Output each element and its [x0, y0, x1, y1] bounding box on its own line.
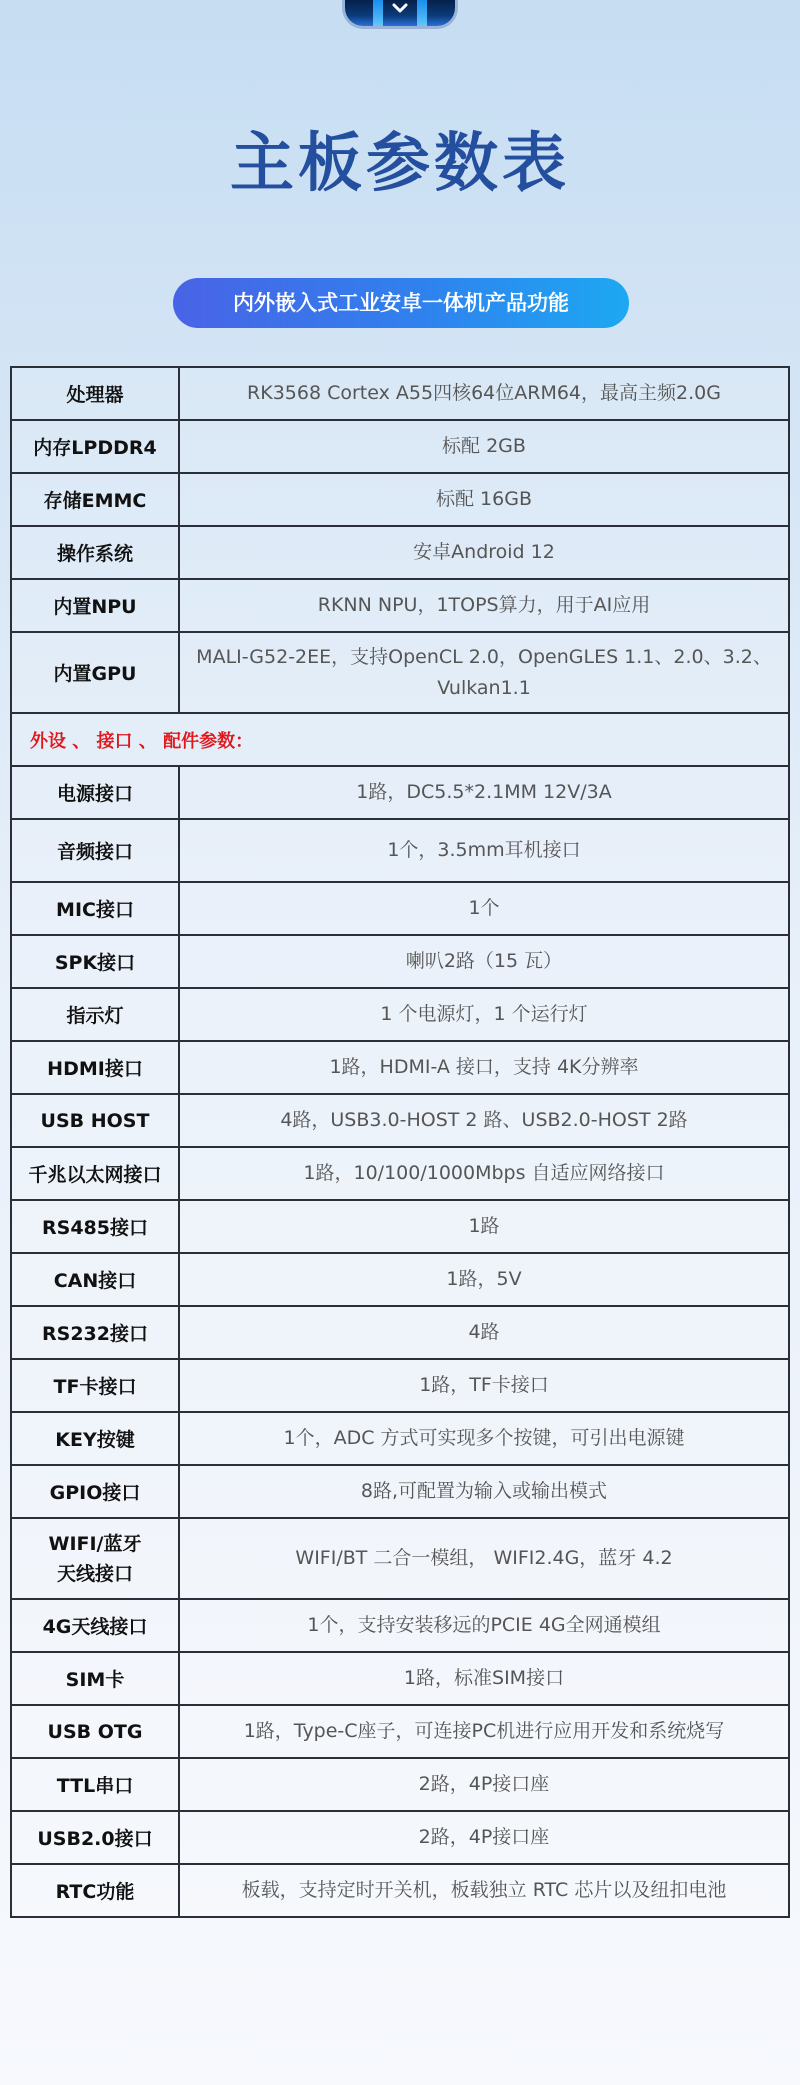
row-value: 8路,可配置为输入或输出模式	[179, 1465, 789, 1518]
table-row	[11, 1359, 789, 1412]
row-label: 操作系统	[11, 526, 179, 579]
row-value: 1路，标准SIM接口	[179, 1652, 789, 1705]
row-label: GPIO接口	[11, 1465, 179, 1518]
row-label: CAN接口	[11, 1253, 179, 1306]
row-value: 4路，USB3.0-HOST 2 路、USB2.0-HOST 2路	[179, 1094, 789, 1147]
row-value: 1个，支持安装移远的PCIE 4G全网通模组	[179, 1599, 789, 1652]
table-row	[11, 1518, 789, 1599]
row-value: 喇叭2路（15 瓦）	[179, 935, 789, 988]
row-label: KEY按键	[11, 1412, 179, 1465]
row-value: 2路，4P接口座	[179, 1758, 789, 1811]
tab-glow-left	[373, 0, 383, 26]
row-label: RTC功能	[11, 1864, 179, 1917]
section-heading: 外设 、 接口 、 配件参数：	[11, 713, 789, 766]
table-row	[11, 1094, 789, 1147]
row-label: MIC接口	[11, 882, 179, 935]
row-value: 2路，4P接口座	[179, 1811, 789, 1864]
row-label: 存储EMMC	[11, 473, 179, 526]
table-row	[11, 1599, 789, 1652]
row-value: 1个，3.5mm耳机接口	[179, 819, 789, 882]
spec-table	[10, 366, 790, 1918]
row-value: 1路，DC5.5*2.1MM 12V/3A	[179, 766, 789, 819]
row-value: 1个	[179, 882, 789, 935]
table-row	[11, 632, 789, 713]
row-label: TTL串口	[11, 1758, 179, 1811]
row-label: SPK接口	[11, 935, 179, 988]
row-label: 千兆以太网接口	[11, 1147, 179, 1200]
row-label: TF卡接口	[11, 1359, 179, 1412]
row-label: RS485接口	[11, 1200, 179, 1253]
row-value: 1个，ADC 方式可实现多个按键，可引出电源键	[179, 1412, 789, 1465]
table-row	[11, 766, 789, 819]
table-row	[11, 882, 789, 935]
page-title: 主板参数表	[230, 127, 570, 201]
table-row	[11, 1147, 789, 1200]
row-value: 1路，10/100/1000Mbps 自适应网络接口	[179, 1147, 789, 1200]
table-row	[11, 579, 789, 632]
table-row	[11, 1864, 789, 1917]
table-row	[11, 1465, 789, 1518]
row-label: SIM卡	[11, 1652, 179, 1705]
row-label: 指示灯	[11, 988, 179, 1041]
subtitle-badge: 内外嵌入式工业安卓一体机产品功能	[173, 278, 629, 328]
table-row	[11, 1253, 789, 1306]
row-value: 1路，HDMI-A 接口，支持 4K分辨率	[179, 1041, 789, 1094]
table-row	[11, 526, 789, 579]
row-label	[11, 1518, 179, 1599]
table-row	[11, 367, 789, 420]
row-label: 4G天线接口	[11, 1599, 179, 1652]
tab-glow-right	[417, 0, 427, 26]
table-row	[11, 473, 789, 526]
section-heading-row	[11, 713, 789, 766]
row-value: 1路	[179, 1200, 789, 1253]
row-label-line: WIFI/蓝牙	[48, 1532, 142, 1555]
row-label: 音频接口	[11, 819, 179, 882]
row-value: 1路，5V	[179, 1253, 789, 1306]
row-value: 安卓Android 12	[179, 526, 789, 579]
row-label-line: 天线接口	[56, 1562, 133, 1585]
chevron-down-icon	[391, 0, 409, 18]
row-label: 处理器	[11, 367, 179, 420]
row-label: USB2.0接口	[11, 1811, 179, 1864]
row-label: HDMI接口	[11, 1041, 179, 1094]
row-value: MALI-G52-2EE，支持OpenCL 2.0，OpenGLES 1.1、2.0、3.2、Vulkan1.1	[179, 632, 789, 713]
table-row	[11, 1412, 789, 1465]
row-value: 板载，支持定时开关机，板载独立 RTC 芯片以及纽扣电池	[179, 1864, 789, 1917]
table-row	[11, 1705, 789, 1758]
table-row	[11, 935, 789, 988]
row-label: USB HOST	[11, 1094, 179, 1147]
table-row	[11, 988, 789, 1041]
row-label: USB OTG	[11, 1705, 179, 1758]
row-label: 内置NPU	[11, 579, 179, 632]
table-row	[11, 1652, 789, 1705]
row-value: 标配 2GB	[179, 420, 789, 473]
table-row	[11, 420, 789, 473]
row-value: 1路，TF卡接口	[179, 1359, 789, 1412]
row-value: 1 个电源灯，1 个运行灯	[179, 988, 789, 1041]
table-row	[11, 1041, 789, 1094]
row-label: 内存LPDDR4	[11, 420, 179, 473]
row-value: WIFI/BT 二合一模组， WIFI2.4G，蓝牙 4.2	[179, 1518, 789, 1599]
top-tab	[345, 0, 455, 26]
table-row	[11, 1758, 789, 1811]
row-value: RK3568 Cortex A55四核64位ARM64，最高主频2.0G	[179, 367, 789, 420]
table-row	[11, 1200, 789, 1253]
row-label: 内置GPU	[11, 632, 179, 713]
row-value: 4路	[179, 1306, 789, 1359]
row-label: 电源接口	[11, 766, 179, 819]
row-label: RS232接口	[11, 1306, 179, 1359]
row-value: RKNN NPU，1TOPS算力，用于AI应用	[179, 579, 789, 632]
row-value: 1路，Type-C座子，可连接PC机进行应用开发和系统烧写	[179, 1705, 789, 1758]
table-row	[11, 819, 789, 882]
table-row	[11, 1811, 789, 1864]
table-row	[11, 1306, 789, 1359]
row-value: 标配 16GB	[179, 473, 789, 526]
